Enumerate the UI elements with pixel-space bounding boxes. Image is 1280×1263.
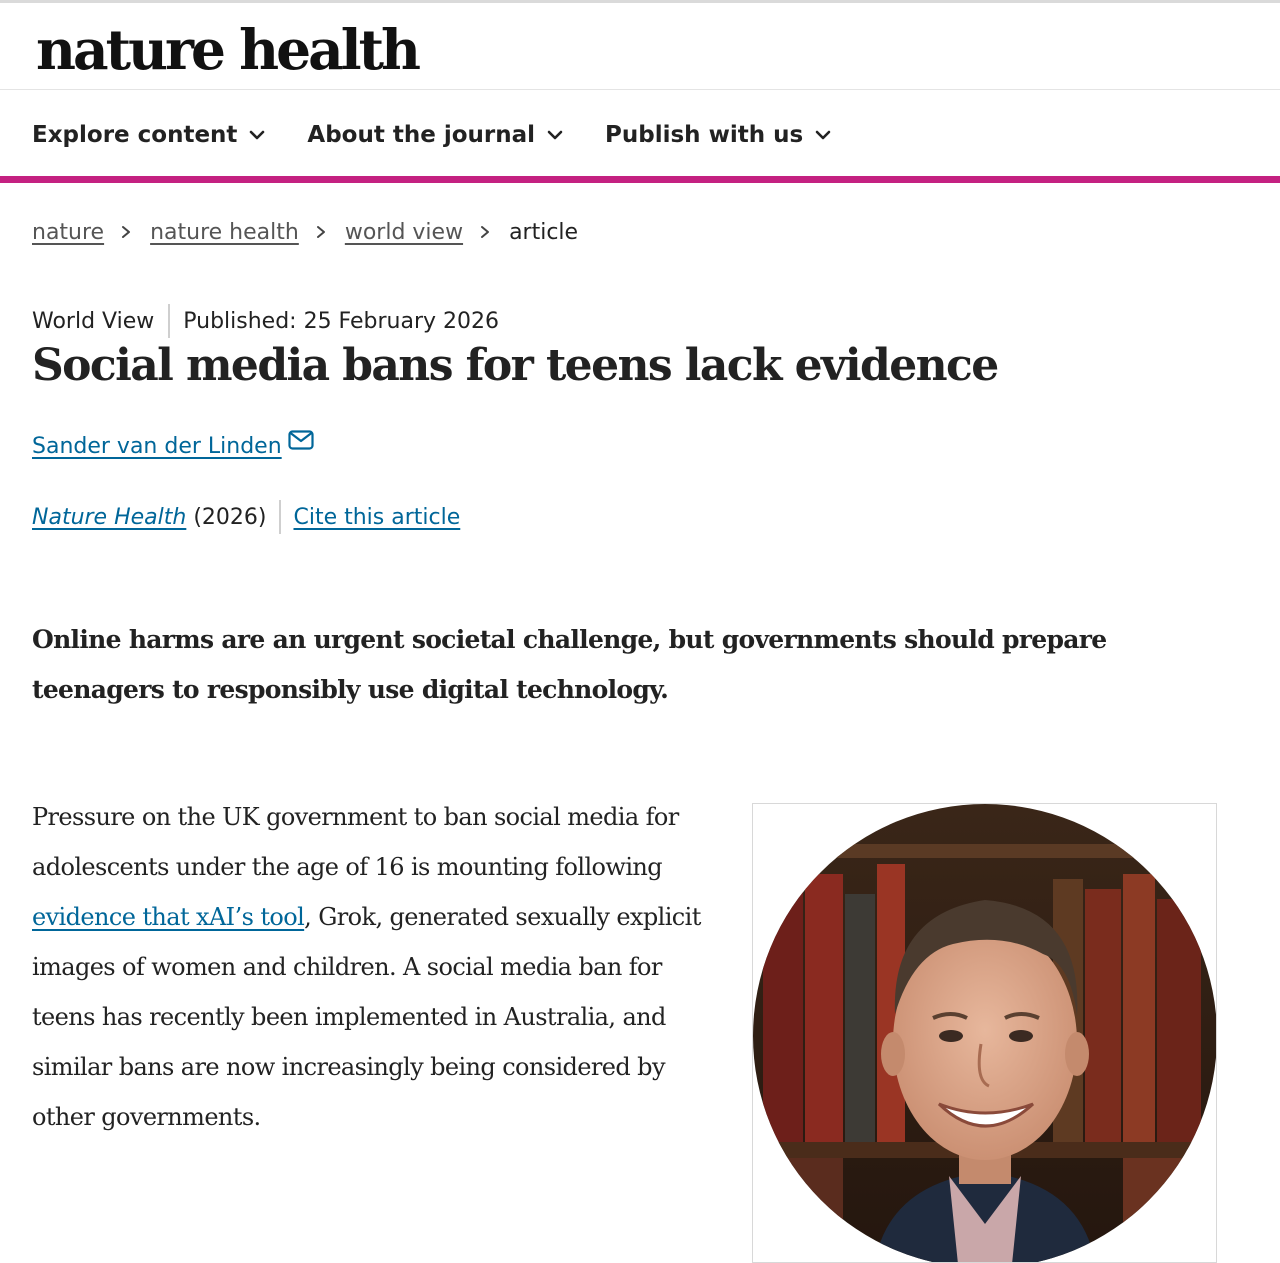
nav-item-label: Publish with us xyxy=(605,122,804,148)
article-meta xyxy=(32,303,499,339)
evidence-link[interactable]: evidence that xAI’s tool xyxy=(32,903,305,931)
article-title: Social media bans for teens lack evidence xyxy=(32,340,998,391)
breadcrumb-world-view[interactable]: world view xyxy=(344,219,464,245)
chevron-right-icon xyxy=(480,225,490,239)
main-nav xyxy=(32,111,873,159)
nav-about-the-journal[interactable] xyxy=(307,122,563,148)
author-list xyxy=(32,428,314,464)
chevron-down-icon xyxy=(249,130,265,140)
chevron-right-icon xyxy=(121,225,131,239)
citation-divider xyxy=(279,500,281,534)
published-date: Published: 25 February 2026 xyxy=(183,308,500,334)
email-icon[interactable] xyxy=(288,430,314,450)
site-logo[interactable]: nature health xyxy=(36,17,419,82)
nav-item-label: About the journal xyxy=(307,122,536,148)
article-body-paragraph xyxy=(32,792,722,1142)
breadcrumb-nature[interactable]: nature xyxy=(32,219,105,245)
top-rule xyxy=(0,0,1280,3)
author-photo-figure xyxy=(752,803,1217,1263)
citation-row xyxy=(32,499,460,535)
article-type: World View xyxy=(32,308,155,334)
chevron-down-icon xyxy=(547,130,563,140)
body-text-after-link: , Grok, generated sexually explicit images of women and children. A social media ban for teens has recently been implemented in Australia, and similar bans are now increasingly being considered by other governments. xyxy=(32,903,701,1131)
breadcrumb-current: article xyxy=(509,219,579,245)
article-standfirst: Online harms are an urgent societal challenge, but governments should prepare teenagers to responsibly use digital technology. xyxy=(32,625,1107,704)
header-divider xyxy=(0,89,1280,90)
nav-explore-content[interactable] xyxy=(32,122,265,148)
nav-publish-with-us[interactable] xyxy=(605,122,831,148)
meta-divider xyxy=(168,304,170,338)
accent-bar xyxy=(0,176,1280,183)
body-text-before-link: Pressure on the UK government to ban social media for adolescents under the age of 16 is mounting following xyxy=(32,803,679,881)
chevron-down-icon xyxy=(815,130,831,140)
journal-link[interactable]: Nature Health xyxy=(32,504,187,530)
cite-this-article-link[interactable]: Cite this article xyxy=(293,504,461,530)
breadcrumb-nature-health[interactable]: nature health xyxy=(150,219,299,245)
author-link[interactable]: Sander van der Linden xyxy=(32,433,282,459)
nav-item-label: Explore content xyxy=(32,122,238,148)
publication-year: (2026) xyxy=(193,504,267,530)
breadcrumb xyxy=(32,214,578,250)
author-portrait xyxy=(753,804,1217,1263)
chevron-right-icon xyxy=(316,225,326,239)
